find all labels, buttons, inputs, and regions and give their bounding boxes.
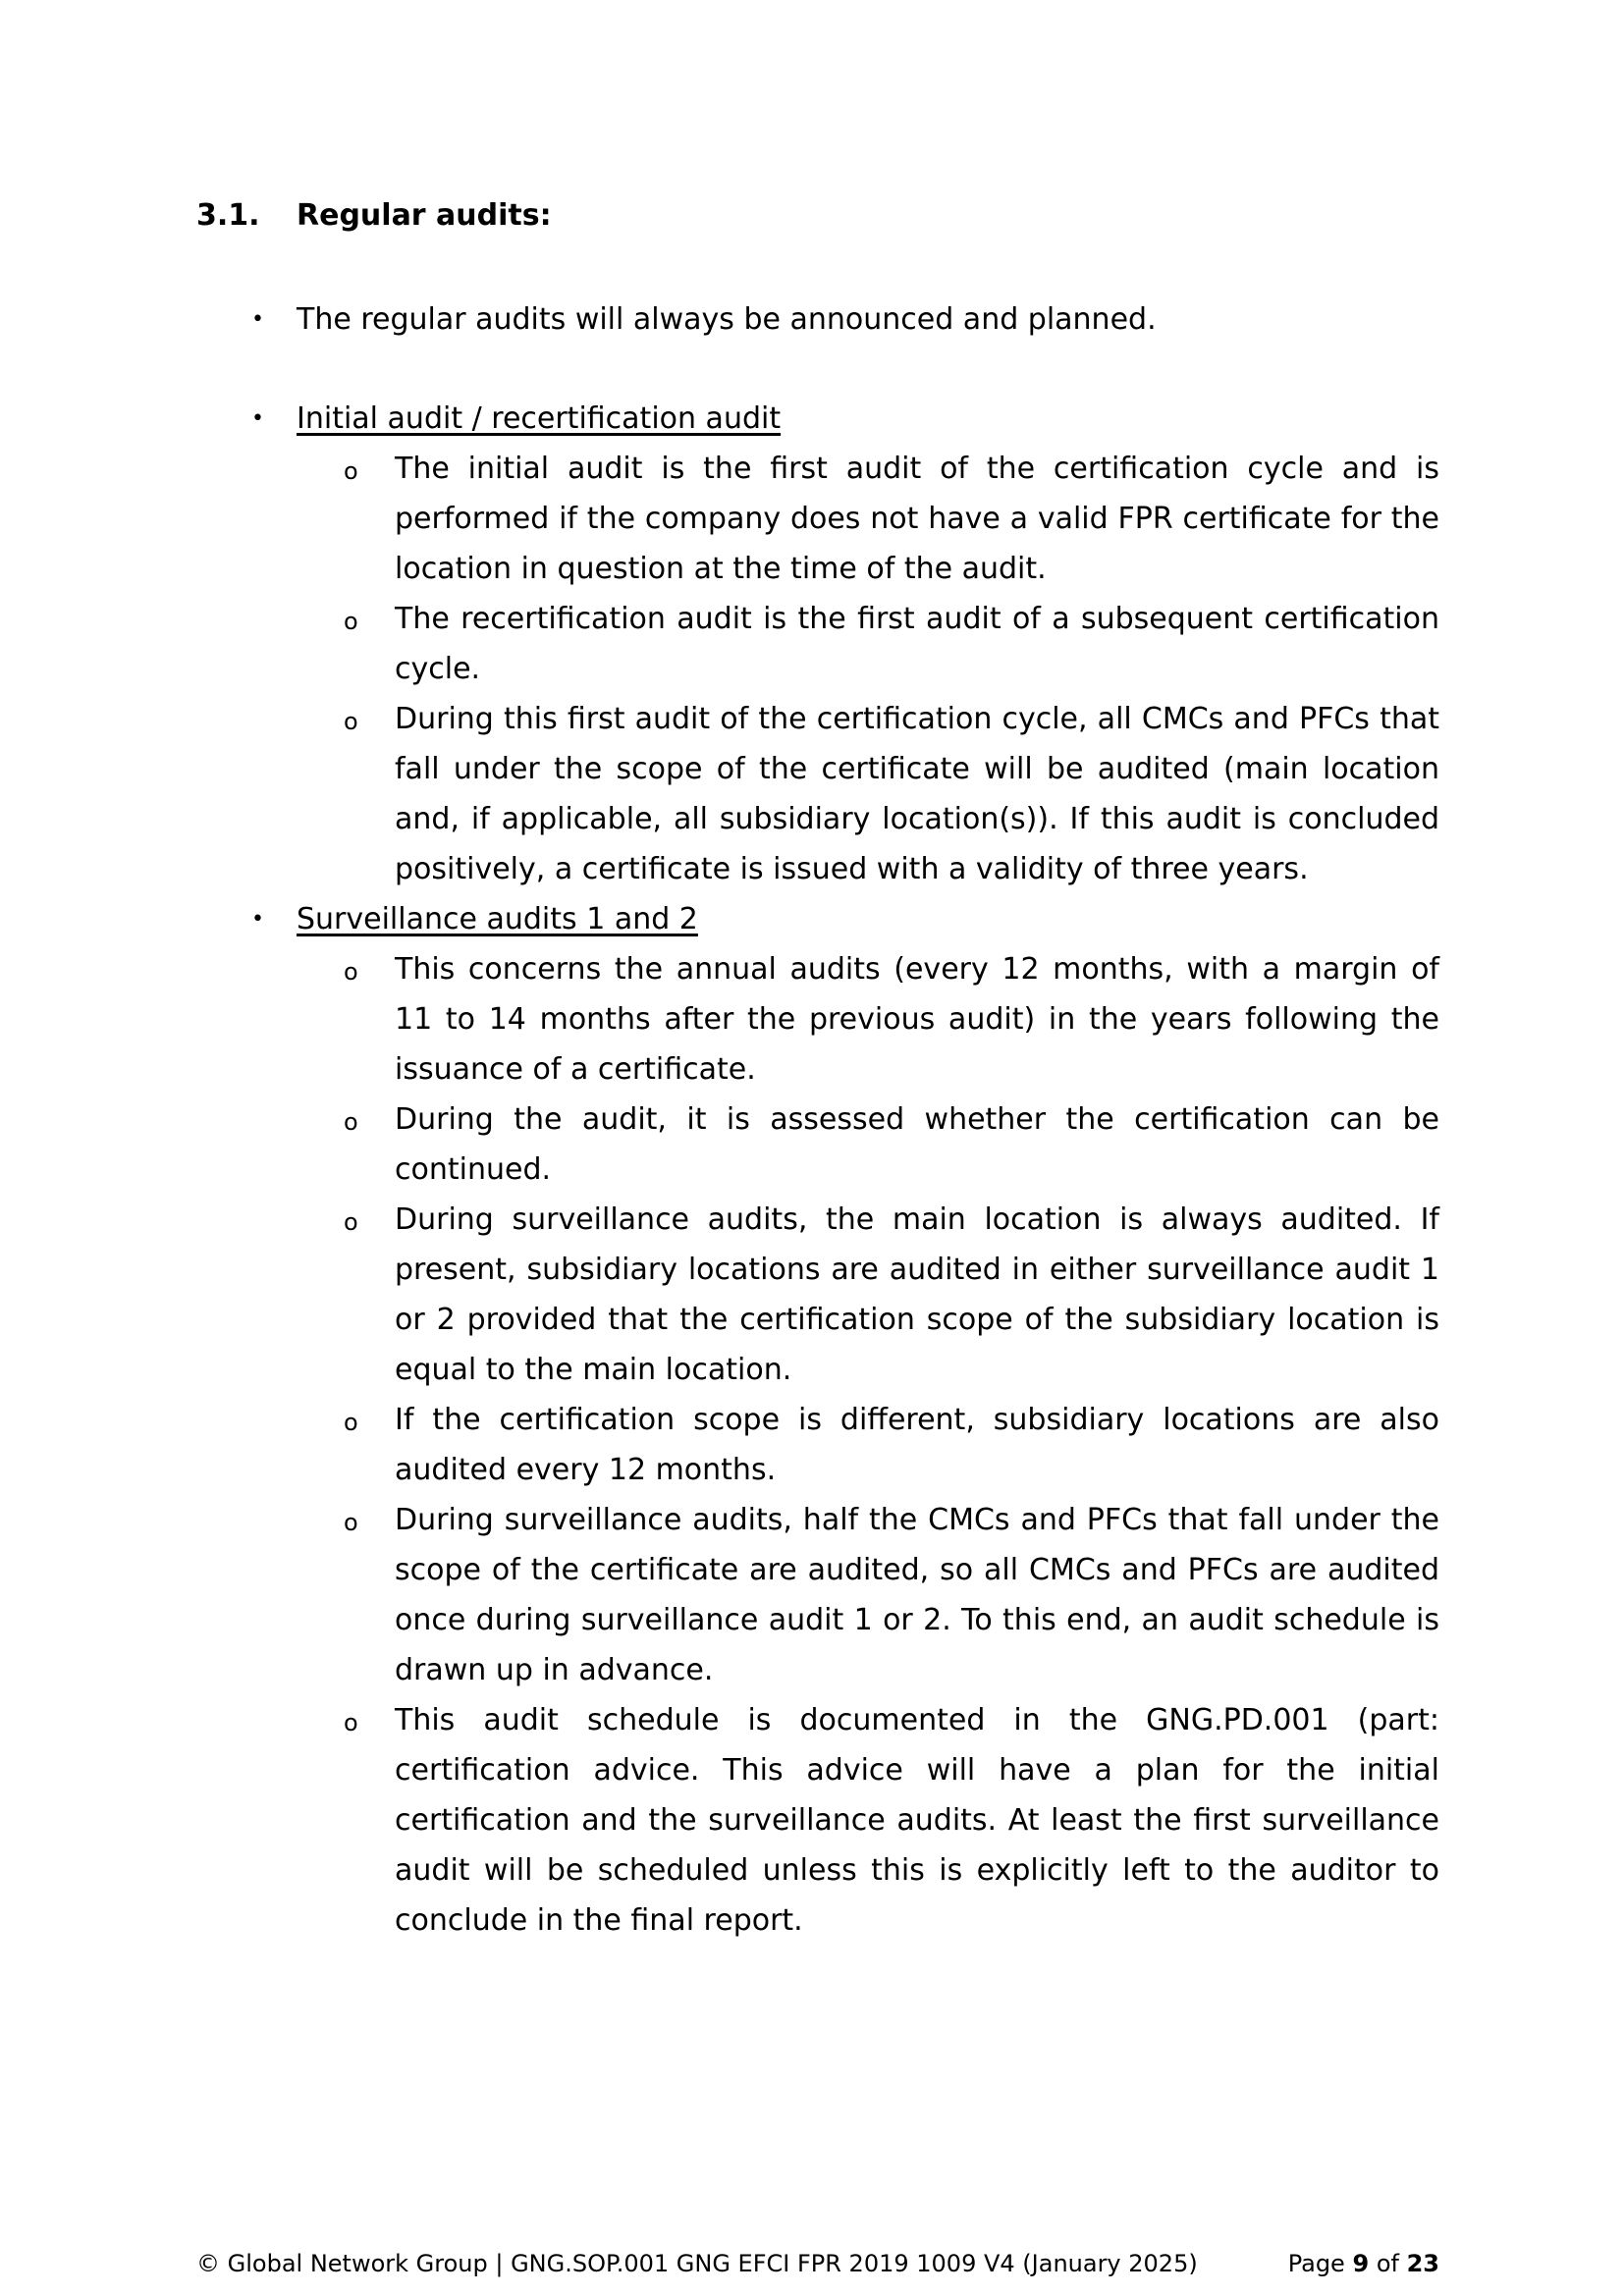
list-item-text: If the certification scope is different, subsidiary locations are also audited every 12 months. — [395, 1403, 1439, 1487]
bullet-item — [196, 394, 1439, 444]
list-item — [344, 944, 1439, 1095]
list-item-text: During surveillance audits, the main location is always audited. If present, subsidiary locations are audited in either surveillance audit 1 or 2 provided that the certification scope of the subsidiary location is equal to the main location. — [395, 1202, 1439, 1387]
sub-bullet-marker: o — [344, 1509, 358, 1536]
initial-audit-title: Initial audit / recertification audit — [297, 401, 782, 436]
sub-bullet-marker: o — [344, 1409, 358, 1436]
intro-bullet-text: The regular audits will always be announced and planned. — [297, 302, 1157, 337]
section-heading — [196, 196, 552, 236]
sub-bullet-marker: o — [344, 608, 358, 635]
list-item-text: During surveillance audits, half the CMCs and PFCs that fall under the scope of the certificate are audited, so all CMCs and PFCs are audited once during surveillance audit 1 or 2. To this end, an audit schedule is drawn up in advance. — [395, 1503, 1439, 1687]
initial-audit-section — [196, 394, 1439, 894]
surveillance-audit-title: Surveillance audits 1 and 2 — [297, 902, 698, 936]
page-label: Page — [1287, 2250, 1345, 2277]
sub-bullet-marker: o — [344, 1108, 358, 1136]
surveillance-audit-section — [196, 894, 1439, 1946]
bullet-item — [196, 894, 1439, 944]
list-item-text: During the audit, it is assessed whether the certification can be continued. — [395, 1102, 1439, 1187]
sub-bullet-marker: o — [344, 708, 358, 735]
list-item-text: The initial audit is the first audit of the certification cycle and is performed if the company does not have a valid FPR certificate for the location in question at the time of the audit. — [395, 452, 1439, 586]
list-item — [344, 1495, 1439, 1695]
page-indicator — [1288, 2248, 1439, 2279]
bullet-item — [196, 294, 1439, 345]
list-item-text: This audit schedule is documented in the GNG.PD.001 (part: certification advice. This advice will have a plan for the initial certification and the surveillance audits. At least the first surveillance audit will be scheduled unless this is explicitly left to the auditor to conclude in the final report. — [395, 1703, 1439, 1938]
list-item-text: This concerns the annual audits (every 12 months, with a margin of 11 to 14 months after the previous audit) in the years following the issuance of a certificate. — [395, 952, 1439, 1087]
bullet-marker: • — [251, 907, 264, 932]
list-item — [344, 1695, 1439, 1946]
surveillance-audit-list — [196, 944, 1439, 1946]
page-footer — [196, 2248, 1439, 2279]
of-label: of — [1376, 2250, 1399, 2277]
list-item — [344, 444, 1439, 594]
bullet-marker: • — [251, 406, 264, 431]
sub-bullet-marker: o — [344, 958, 358, 986]
sub-bullet-marker: o — [344, 457, 358, 485]
list-item — [344, 1195, 1439, 1395]
list-item — [344, 1095, 1439, 1195]
list-item — [344, 594, 1439, 694]
list-item-text: During this first audit of the certification cycle, all CMCs and PFCs that fall under the scope of the certificate will be audited (main location and, if applicable, all subsidiary location(s)). If this audit is concluded positively, a certificate is issued with a validity of three years. — [395, 702, 1439, 886]
page-total: 23 — [1406, 2250, 1439, 2277]
intro-section — [196, 294, 1439, 345]
bullet-marker: • — [251, 307, 264, 332]
page-number: 9 — [1352, 2250, 1370, 2277]
section-title: Regular audits: — [297, 198, 552, 233]
footer-copyright: © Global Network Group | GNG.SOP.001 GNG EFCI FPR 2019 1009 V4 (January 2025) — [196, 2250, 1198, 2277]
list-item — [344, 694, 1439, 894]
list-item — [344, 1395, 1439, 1495]
initial-audit-list — [196, 444, 1439, 894]
sub-bullet-marker: o — [344, 1709, 358, 1736]
sub-bullet-marker: o — [344, 1208, 358, 1236]
section-number: 3.1. — [196, 198, 260, 233]
list-item-text: The recertification audit is the first audit of a subsequent certification cycle. — [395, 602, 1439, 686]
